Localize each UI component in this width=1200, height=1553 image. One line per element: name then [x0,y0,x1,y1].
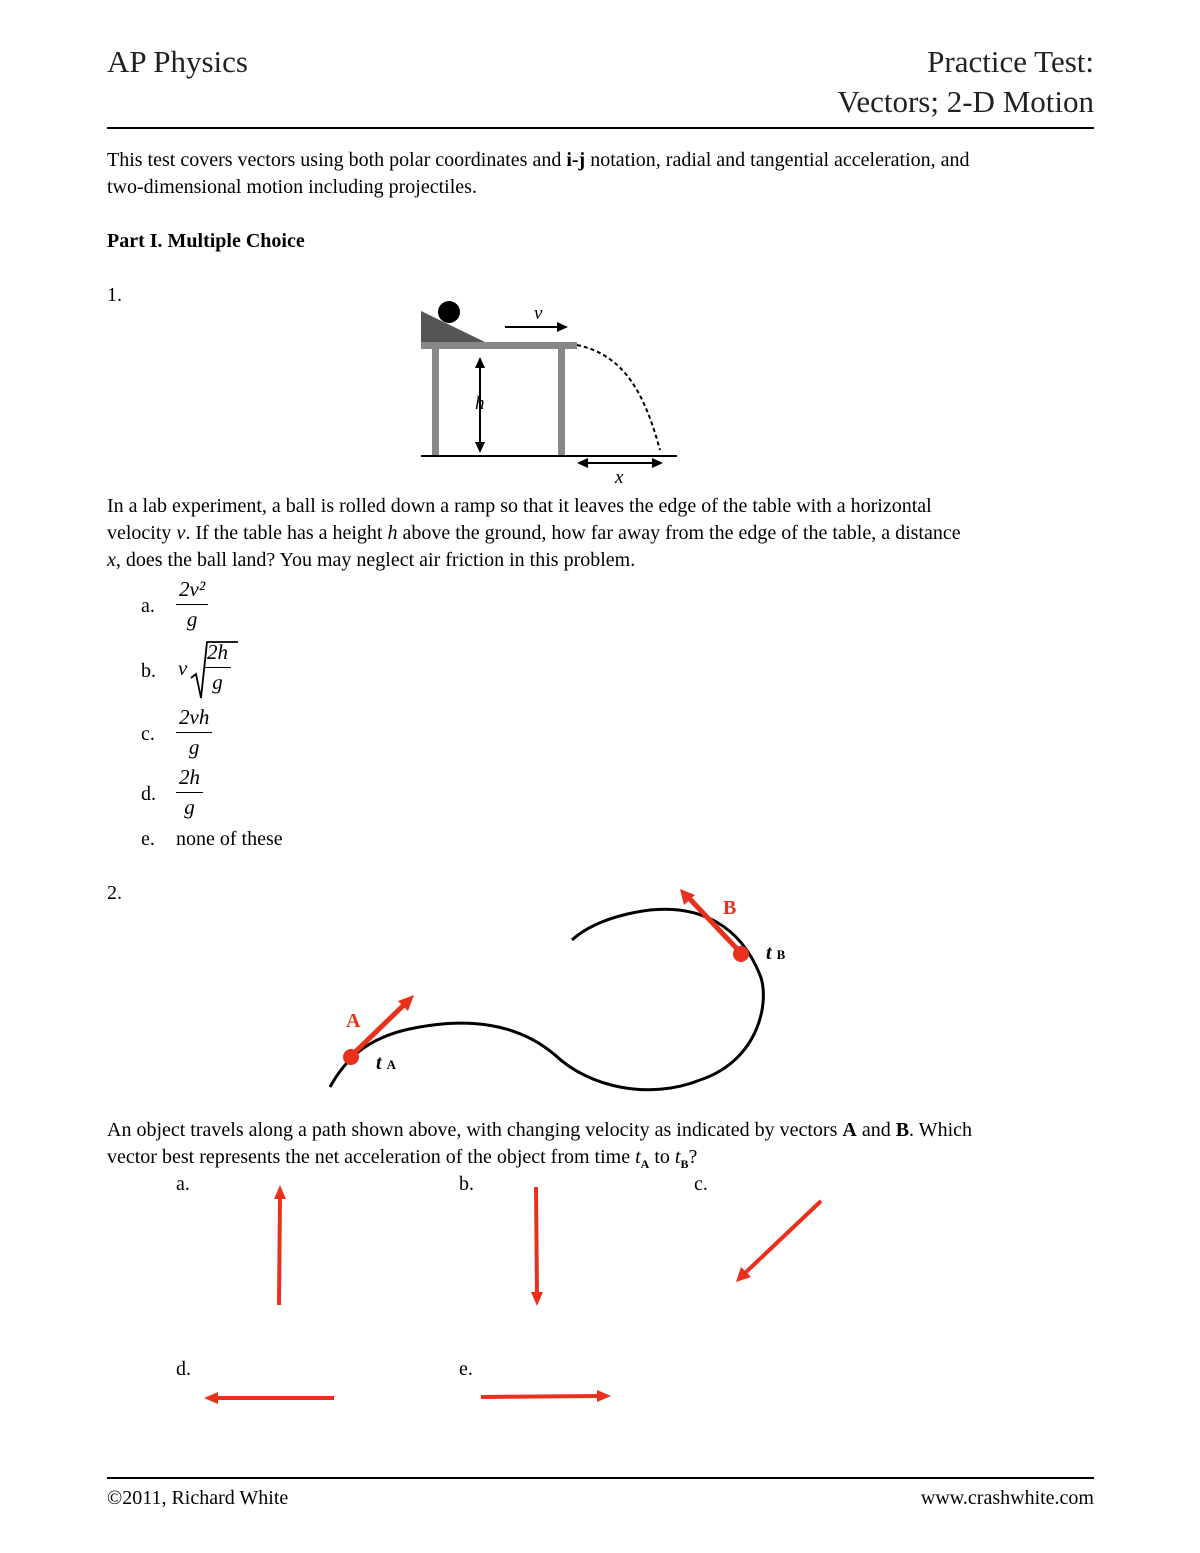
ta-t: t [376,1052,382,1074]
q1-text-l3b: , does the ball land? You may neglect air friction in this problem. [115,549,636,571]
q1-option-e-text: none of these [176,828,283,850]
q1-option-b-den: g [212,670,223,694]
q2-text-l1a: An object travels along a path shown above, with changing velocity as indicated by vectors [107,1119,843,1141]
vector-b-label: B [723,897,737,919]
q1-option-b-letter: b. [141,660,156,682]
q2-choice-e-label: e. [459,1358,473,1380]
footer-rule [107,1477,1094,1479]
q1-option-a-den: g [186,607,198,631]
q2-choice-b-label: b. [459,1173,474,1195]
q2-text-sub2: B [680,1157,689,1171]
section-title: Part I. Multiple Choice [107,230,305,252]
v-label: v [534,303,543,324]
q1-number: 1. [107,284,122,306]
intro-text-3: two-dimensional motion including projectiles. [107,176,477,198]
choice-c-arrow [736,1201,821,1282]
choice-e-arrow [481,1390,611,1402]
q1-option-d-letter: d. [141,783,156,805]
q1-text-x: x [107,549,116,571]
q1-text-v: v [176,522,186,544]
q2-text-t1: t [635,1146,641,1168]
q1-option-e-letter: e. [141,828,155,850]
q1-option-a-num: 2v² [179,577,206,601]
q2-number: 2. [107,882,122,904]
q1-option-c-den: g [188,735,200,759]
q2-choice-a-label: a. [176,1173,190,1195]
q1-option-b-coef: v [178,656,188,680]
test-title-line2: Vectors; 2-D Motion [837,84,1094,119]
x-label: x [615,467,624,488]
intro-text-2: notation, radial and tangential acceleration, and [585,149,970,171]
q1-option-b-num: 2h [207,640,228,664]
test-title-line1: Practice Test: [927,44,1094,79]
tb-sub: B [776,947,786,962]
ta-sub: A [386,1057,396,1072]
q2-text-to: to [649,1146,675,1168]
q2-text-A: A [842,1119,857,1141]
q2-choice-d-label: d. [176,1358,191,1380]
intro-text-1: This test covers vectors using both polar coordinates and [107,149,567,171]
q2-text-q: ? [688,1146,698,1168]
vector-a-label: A [346,1010,361,1032]
q1-text-h: h [387,522,398,544]
tb-t: t [766,942,772,964]
q1-text-l2a: velocity [107,522,177,544]
q1-option-d-num: 2h [179,765,200,789]
q1-option-d-den: g [184,795,195,819]
q1-option-c-letter: c. [141,723,155,745]
intro-ij: i-j [566,149,586,171]
q1-text-l2c: above the ground, how far away from the edge of the table, a distance [397,522,961,544]
q2-text-B: B [895,1119,910,1141]
q2-text-sub1: A [640,1157,650,1171]
choice-d-arrow [204,1392,334,1404]
q1-option-c-num: 2vh [179,705,210,729]
h-label: h [475,393,485,414]
footer-url[interactable]: www.crashwhite.com [920,1487,1094,1509]
q1-text-line1: In a lab experiment, a ball is rolled down a ramp so that it leaves the edge of the table with a horizontal [107,495,932,517]
q1-text-l2b: . If the table has a height [185,522,388,544]
subject-title: AP Physics [107,44,248,79]
footer-copyright: ©2011, Richard White [107,1487,289,1509]
choice-a-arrow [274,1185,286,1305]
q2-text-t2: t [674,1146,681,1168]
choice-b-arrow [531,1187,543,1306]
q2-choice-c-label: c. [694,1173,708,1195]
q2-text-and: and [856,1119,896,1141]
q1-option-a-letter: a. [141,595,155,617]
q2-text-l2a: vector best represents the net acceleration of the object from time [107,1146,636,1168]
q2-text-l1end: . Which [909,1119,972,1141]
